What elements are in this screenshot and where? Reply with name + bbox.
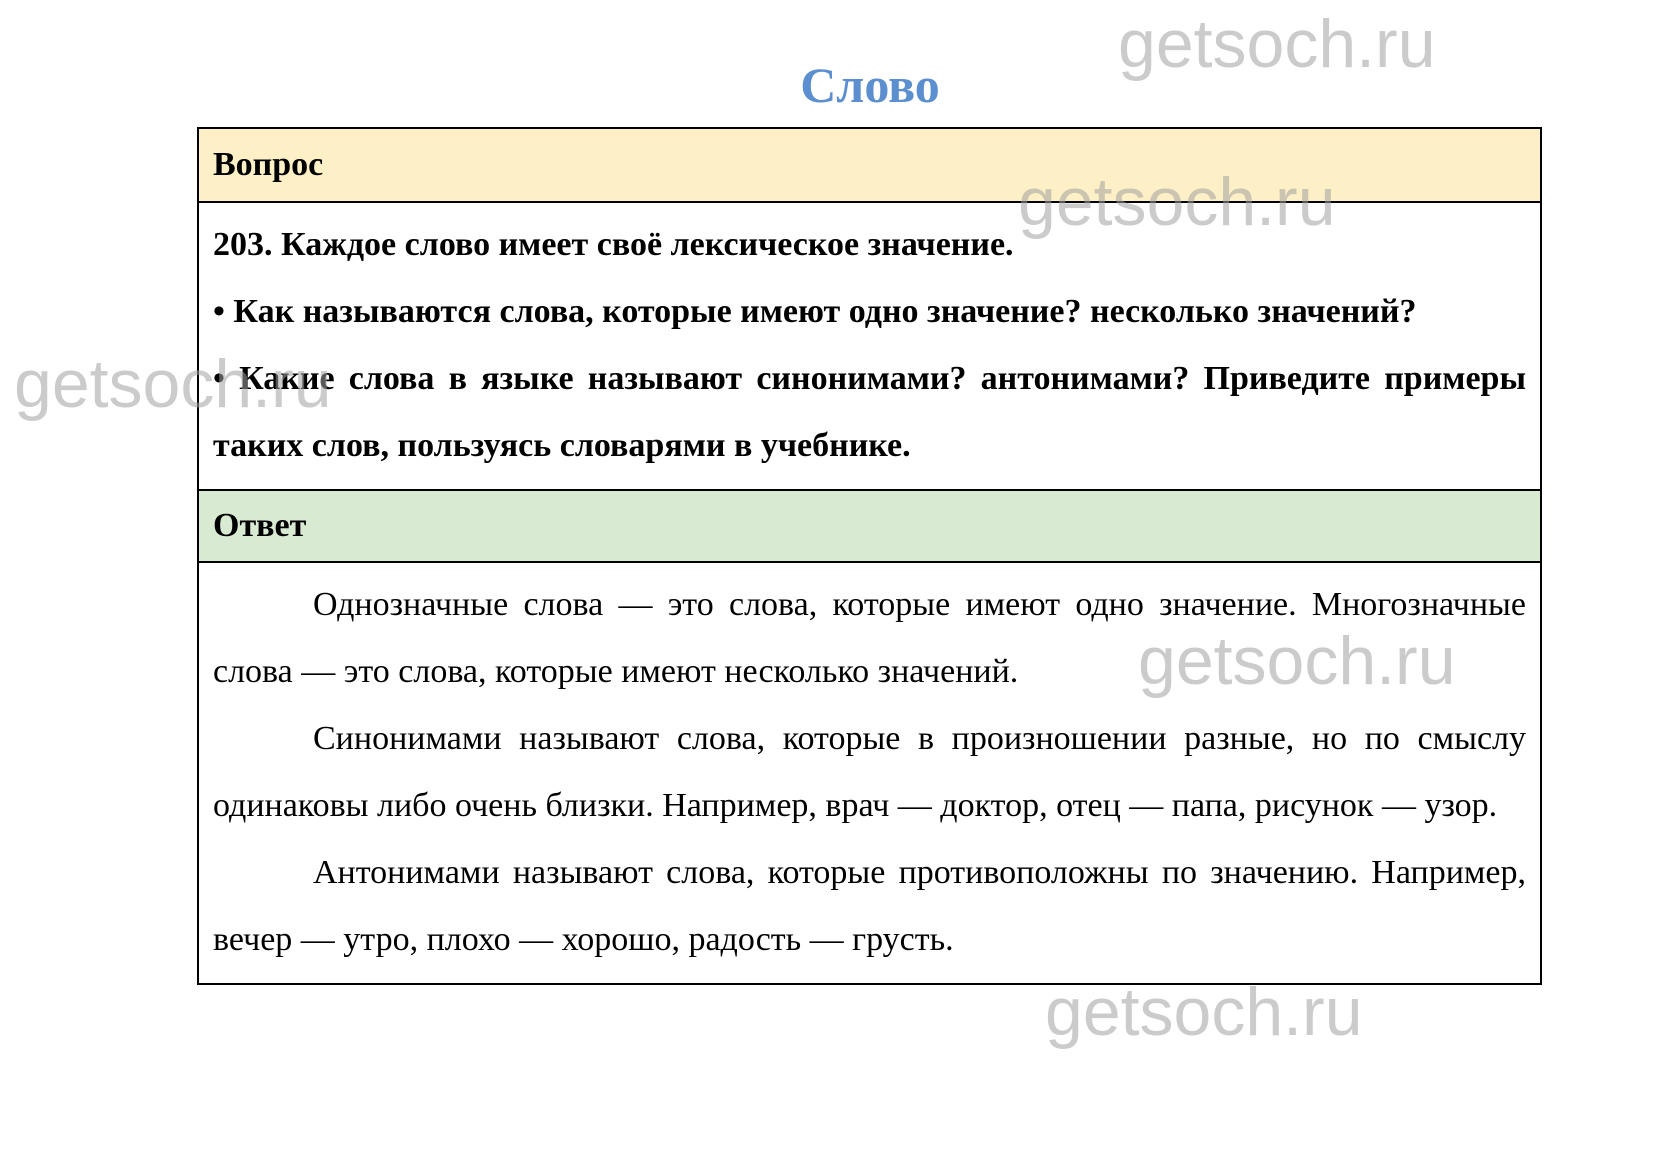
answer-paragraph: Однозначные слова — это слова, которые имеют одно значение. Многозначные слова — это слова, которые имеют несколько значений. (213, 586, 1526, 690)
watermark: getsoch.ru (1045, 974, 1363, 1050)
page-title: Слово (800, 57, 940, 113)
watermark: getsoch.ru (1018, 164, 1336, 240)
answer-paragraph: Синонимами называют слова, которые в произношении разные, но по смыслу одинаковы либо очень близки. Например, врач — доктор, отец — папа, рисунок — узор. (213, 720, 1526, 824)
watermark: getsoch.ru (14, 346, 332, 422)
question-header: Вопрос (199, 129, 1540, 203)
watermark: getsoch.ru (1118, 6, 1436, 82)
question-body (199, 203, 1540, 489)
answer-body (199, 563, 1540, 983)
answer-header: Ответ (199, 489, 1540, 563)
question-paragraph: 203. Каждое слово имеет своё лексическое значение. (213, 226, 1014, 263)
question-paragraph: • Какие слова в языке называют синонимами? антонимами? Приведите примеры таких слов, пользуясь словарями в учебнике. (213, 360, 1526, 464)
question-answer-table (197, 127, 1542, 985)
watermark: getsoch.ru (1138, 623, 1456, 699)
answer-paragraph: Антонимами называют слова, которые противоположны по значению. Например, вечер — утро, плохо — хорошо, радость — грусть. (213, 854, 1526, 958)
question-paragraph: • Как называются слова, которые имеют одно значение? несколько значений? (213, 293, 1417, 330)
